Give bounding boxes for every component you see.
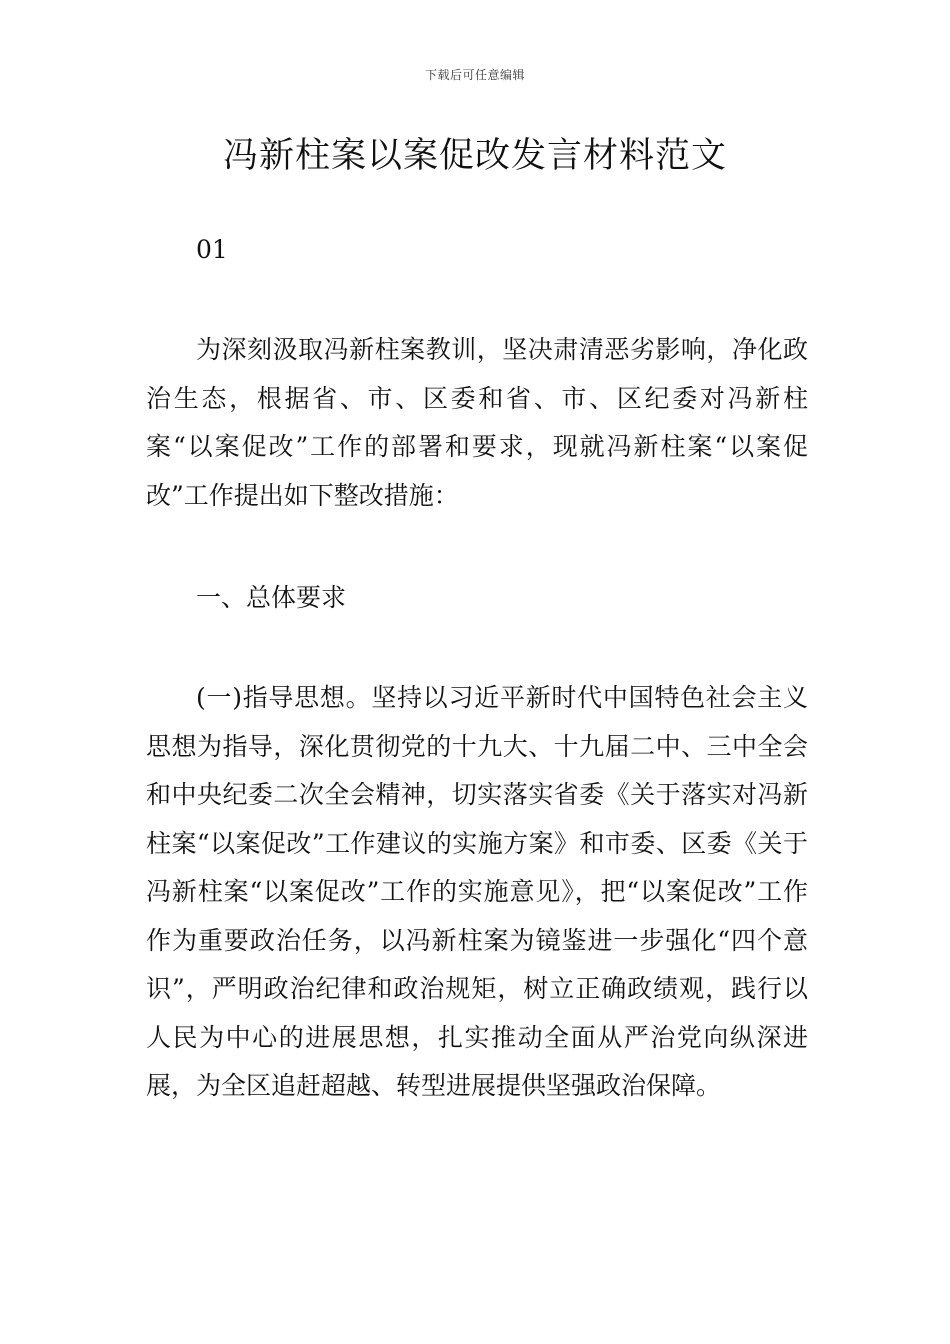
section-number: 01: [196, 235, 228, 264]
guiding-ideology-paragraph: (一)指导思想。坚持以习近平新时代中国特色社会主义思想为指导，深化贯彻党的十九大、十九届二中、三中全会和中央纪委二次全会精神，切实落实省委《关于落实对冯新柱案“以案促改”工作建议的实施方案》和市委、区委《关于冯新柱案“以案促改”工作的实施意见》，把“以案促改”工作作为重要政治任务，以冯新柱案为镜鉴进一步强化“四个意识”，严明政治纪律和政治规矩，树立正确政绩观，践行以人民为中心的进展思想，扎实推动全面从严治党向纵深进展，为全区追赶超越、转型进展提供坚强政治保障。: [146, 683, 808, 1100]
section-heading: 一、总体要求: [196, 583, 347, 612]
page-header-note: 下载后可任意编辑: [424, 68, 525, 82]
intro-paragraph: 为深刻汲取冯新柱案教训，坚决肃清恶劣影响，净化政治生态，根据省、市、区委和省、市、区纪委对冯新柱案“以案促改”工作的部署和要求，现就冯新柱案“以案促改”工作提出如下整改措施：: [146, 335, 808, 510]
document-title: 冯新柱案以案促改发言材料范文: [222, 136, 727, 176]
